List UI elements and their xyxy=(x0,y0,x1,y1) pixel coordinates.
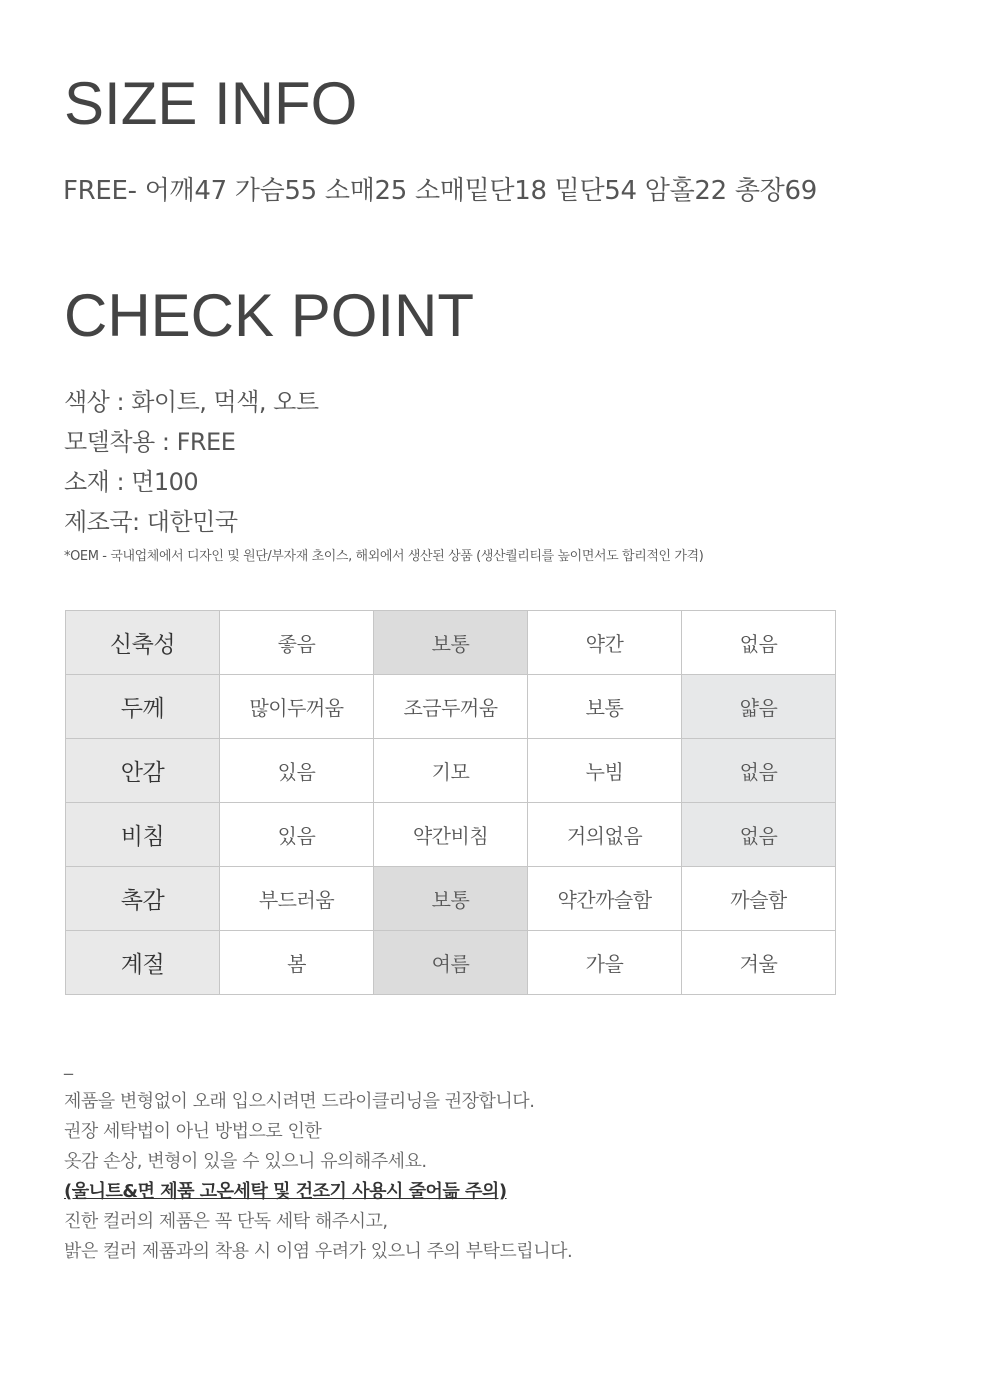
row-label: 계절 xyxy=(66,931,220,995)
row-label: 비침 xyxy=(66,803,220,867)
row-label: 두께 xyxy=(66,675,220,739)
table-cell: 기모 xyxy=(374,739,528,803)
table-cell: 보통 xyxy=(374,867,528,931)
care-warning: (울니트&면 제품 고온세탁 및 건조기 사용시 줄어듦 주의) xyxy=(64,1181,507,1202)
table-row xyxy=(66,739,836,803)
table-cell: 누빔 xyxy=(528,739,682,803)
table-cell: 조금두꺼움 xyxy=(374,675,528,739)
table-cell: 있음 xyxy=(220,803,374,867)
table-row xyxy=(66,803,836,867)
table-cell: 보통 xyxy=(528,675,682,739)
check-point-title: CHECK POINT xyxy=(64,282,475,349)
care-line: 옷감 손상, 변형이 있을 수 있으니 유의해주세요. xyxy=(64,1151,427,1172)
table-cell: 까슬함 xyxy=(682,867,836,931)
color-info: 색상 : 화이트, 먹색, 오트 xyxy=(64,388,319,416)
table-cell: 얇음 xyxy=(682,675,836,739)
table-cell: 보통 xyxy=(374,611,528,675)
material-info: 소재 : 면100 xyxy=(64,468,199,496)
table-cell: 약간까슬함 xyxy=(528,867,682,931)
row-label: 촉감 xyxy=(66,867,220,931)
care-line: 제품을 변형없이 오래 입으시려면 드라이클리닝을 권장합니다. xyxy=(64,1091,535,1112)
table-cell: 여름 xyxy=(374,931,528,995)
table-row xyxy=(66,867,836,931)
table-cell: 가을 xyxy=(528,931,682,995)
row-label: 신축성 xyxy=(66,611,220,675)
table-cell: 없음 xyxy=(682,611,836,675)
check-point-table xyxy=(65,610,836,995)
table-cell: 봄 xyxy=(220,931,374,995)
table-row xyxy=(66,675,836,739)
table-cell: 있음 xyxy=(220,739,374,803)
table-cell: 거의없음 xyxy=(528,803,682,867)
care-divider: _ xyxy=(64,1055,73,1076)
table-cell: 좋음 xyxy=(220,611,374,675)
table-cell: 부드러움 xyxy=(220,867,374,931)
care-line: 진한 컬러의 제품은 꼭 단독 세탁 해주시고, xyxy=(64,1211,388,1232)
table-cell: 없음 xyxy=(682,803,836,867)
size-info-title: SIZE INFO xyxy=(64,70,358,137)
table-cell: 약간 xyxy=(528,611,682,675)
model-size-info: 모델착용 : FREE xyxy=(64,428,236,456)
row-label: 안감 xyxy=(66,739,220,803)
size-measurements: FREE- 어깨47 가슴55 소매25 소매밑단18 밑단54 암홀22 총장69 xyxy=(63,176,817,206)
care-line: 밝은 컬러 제품과의 착용 시 이염 우려가 있으니 주의 부탁드립니다. xyxy=(64,1241,573,1262)
care-line: 권장 세탁법이 아닌 방법으로 인한 xyxy=(64,1121,322,1142)
table-cell: 약간비침 xyxy=(374,803,528,867)
table-cell: 많이두꺼움 xyxy=(220,675,374,739)
table-row xyxy=(66,931,836,995)
table-cell: 겨울 xyxy=(682,931,836,995)
origin-info: 제조국: 대한민국 xyxy=(64,508,238,536)
table-cell: 없음 xyxy=(682,739,836,803)
table-row xyxy=(66,611,836,675)
oem-note: *OEM - 국내업체에서 디자인 및 원단/부자재 초이스, 해외에서 생산된 상품 (생산퀄리티를 높이면서도 합리적인 가격) xyxy=(64,549,704,564)
